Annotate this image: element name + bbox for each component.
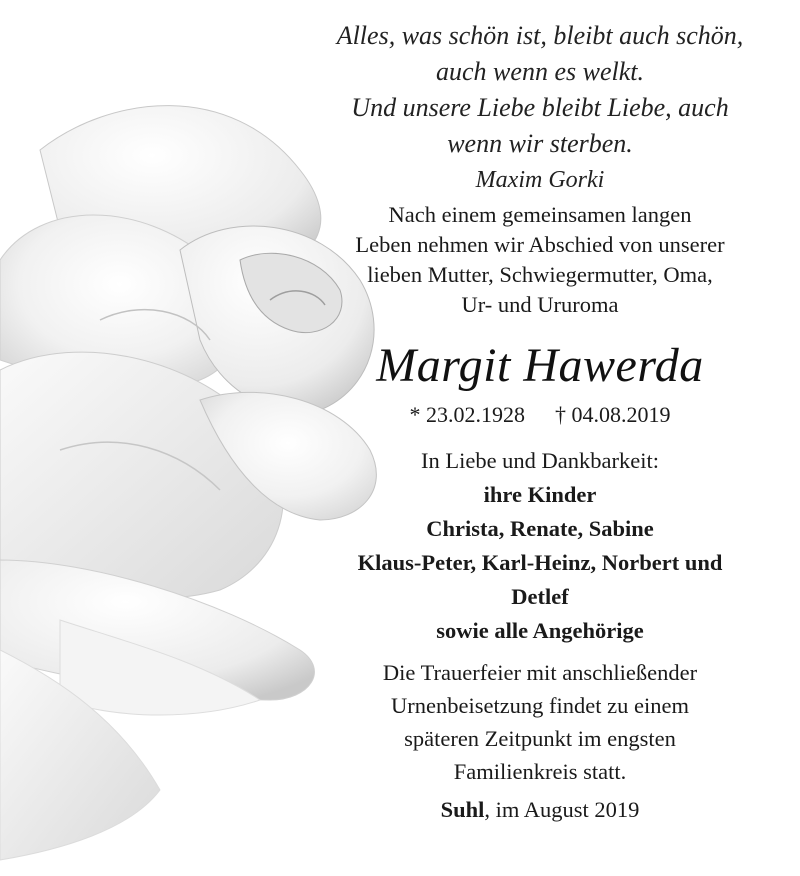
ceremony-info: [300, 656, 780, 788]
mourners-line: Detlef: [511, 584, 569, 609]
mourners-intro: In Liebe und Dankbarkeit:: [420, 448, 660, 473]
place-date: [300, 794, 780, 826]
intro-line: lieben Mutter, Schwiegermutter, Oma,: [367, 262, 713, 287]
poem-line: auch wenn es welkt.: [436, 57, 644, 86]
notice-text: [300, 18, 780, 826]
deceased-name: Margit Hawerda: [376, 339, 704, 392]
ceremony-line: späteren Zeitpunkt im engsten: [404, 726, 676, 751]
mourners-line: Klaus-Peter, Karl-Heinz, Norbert und: [357, 550, 723, 575]
intro-line: Ur- und Ururoma: [461, 292, 619, 317]
ceremony-line: Familienkreis statt.: [453, 759, 627, 784]
mourners-line: Christa, Renate, Sabine: [426, 516, 654, 541]
intro-line: Leben nehmen wir Abschied von unserer: [355, 232, 725, 257]
poem-line: wenn wir sterben.: [447, 129, 633, 158]
intro-line: Nach einem gemeinsamen langen: [388, 202, 692, 227]
place-date-text: , im August 2019: [484, 797, 640, 822]
poem-quote: [300, 18, 780, 198]
mourners-line: ihre Kinder: [483, 482, 597, 507]
poem-author: Maxim Gorki: [475, 167, 605, 193]
farewell-intro: [300, 200, 780, 320]
place-city: Suhl: [440, 797, 485, 822]
mourners-line: sowie alle Angehörige: [436, 618, 644, 643]
death-date: † 04.08.2019: [555, 402, 671, 427]
mourners: [300, 444, 780, 648]
ceremony-line: Urnenbeisetzung findet zu einem: [390, 693, 689, 718]
ceremony-line: Die Trauerfeier mit anschließender: [382, 660, 698, 685]
birth-date: * 23.02.1928: [409, 402, 525, 427]
life-dates: [300, 400, 780, 430]
poem-line: Alles, was schön ist, bleibt auch schön,: [336, 21, 744, 50]
poem-line: Und unsere Liebe bleibt Liebe, auch: [351, 93, 729, 122]
